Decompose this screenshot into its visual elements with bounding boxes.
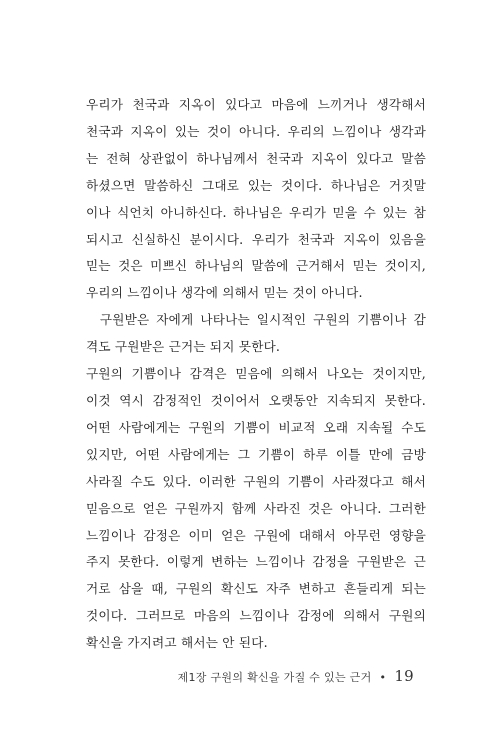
text-line: 어떤 사람에게는 구원의 기쁨이 비교적 오래 지속될 수도 <box>86 419 426 435</box>
text-line: 것이다. 그러므로 마음의 느낌이나 감정에 의해서 구원의 <box>86 608 426 624</box>
page-number: 19 <box>394 667 414 685</box>
text-line: 천국과 지옥이 있는 것이 아니다. 우리의 느낌이나 생각과 <box>86 123 426 139</box>
text-line: 우리가 천국과 지옥이 있다고 마음에 느끼거나 생각해서 <box>86 97 426 112</box>
text-line: 이것 역시 감정적인 것이어서 오랫동안 지속되지 못한다. <box>86 392 426 408</box>
text-line: 거로 삼을 때, 구원의 확신도 자주 변하고 흔들리게 되는 <box>86 581 426 597</box>
text-line: 확신을 가지려고 해서는 안 된다. <box>86 635 268 651</box>
body-text <box>86 92 426 657</box>
text-line: 주지 못한다. 이렇게 변하는 느낌이나 감정을 구원받은 근 <box>86 554 426 570</box>
running-footer <box>178 667 414 685</box>
text-line: 격도 구원받은 근거는 되지 못한다. <box>86 339 281 355</box>
text-line: 있지만, 어떤 사람에게는 그 기쁨이 하루 이틀 만에 금방 <box>86 446 426 462</box>
text-line: 이나 식언치 아니하신다. 하나님은 우리가 믿을 수 있는 참 <box>86 204 426 220</box>
text-line: 믿는 것은 미쁘신 하나님의 말씀에 근거해서 믿는 것이지, <box>86 258 426 274</box>
text-line: 구원받은 자에게 나타나는 일시적인 구원의 기쁨이나 감 <box>86 312 426 328</box>
text-line: 느낌이나 감정은 이미 얻은 구원에 대해서 아무런 영향을 <box>86 527 426 543</box>
text-line: 믿음으로 얻은 구원까지 함께 사라진 것은 아니다. 그러한 <box>86 500 426 516</box>
chapter-title: 제1장 구원의 확신을 가질 수 있는 근거 <box>177 671 372 684</box>
text-line: 는 전혀 상관없이 하나님께서 천국과 지옥이 있다고 말씀 <box>86 150 426 166</box>
text-line: 사라질 수도 있다. 이러한 구원의 기쁨이 사라졌다고 해서 <box>86 473 426 489</box>
text-line: 우리의 느낌이나 생각에 의해서 믿는 것이 아니다. <box>86 285 363 301</box>
footer-separator: • <box>379 671 387 684</box>
text-line: 구원의 기쁨이나 감격은 믿음에 의해서 나오는 것이지만, <box>86 366 426 382</box>
text-line: 되시고 신실하신 분이시다. 우리가 천국과 지옥이 있음을 <box>86 231 426 247</box>
text-line: 하셨으면 말씀하신 그대로 있는 것이다. 하나님은 거짓말 <box>86 177 426 193</box>
